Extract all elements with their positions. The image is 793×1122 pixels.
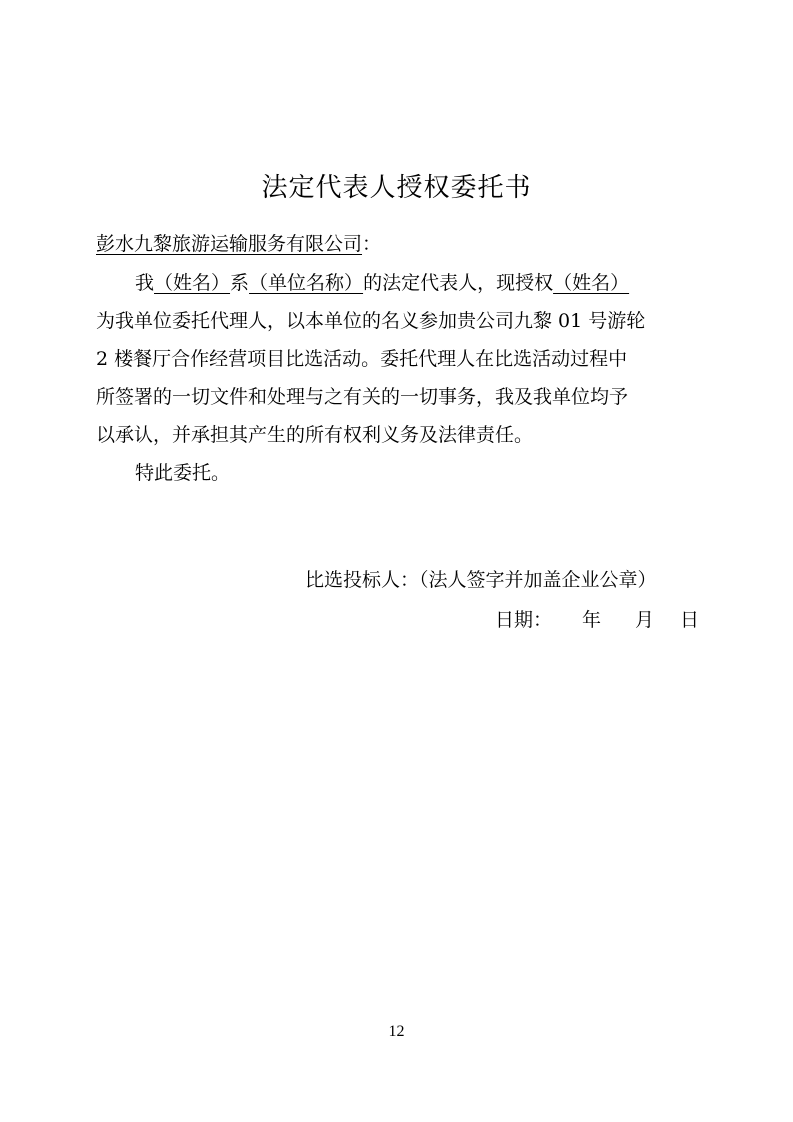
date-line — [495, 605, 699, 635]
closing-text: 特此委托。 — [135, 462, 231, 484]
date-year: 年 — [582, 609, 602, 631]
date-month: 月 — [635, 609, 655, 631]
body-text-representative: 的法定代表人，现授权 — [363, 272, 554, 294]
bidder-signature-line: 比选投标人：（法人签字并加盖企业公章） — [305, 569, 657, 591]
blank-name-1: （姓名） — [154, 272, 231, 294]
body-line-4: 所签署的一切文件和处理与之有关的一切事务，我及我单位均予 — [96, 386, 629, 408]
addressee-company: 彭水九黎旅游运输服务有限公司 — [96, 233, 363, 255]
addressee-colon: ： — [362, 233, 382, 255]
body-line-5: 以承认，并承担其产生的所有权利义务及法律责任。 — [96, 424, 534, 446]
body-line-3: 2 楼餐厅合作经营项目比选活动。委托代理人在比选活动过程中 — [96, 348, 628, 370]
blank-name-2: （姓名） — [553, 272, 630, 294]
body-line-2: 为我单位委托代理人，以本单位的名义参加贵公司九黎 01 号游轮 — [96, 310, 646, 332]
body-text-xi: 系 — [230, 272, 250, 294]
date-label: 日期： — [495, 609, 553, 631]
body-text-wo: 我 — [135, 272, 155, 294]
page-number: 12 — [388, 1023, 405, 1040]
body-line-1 — [135, 268, 629, 298]
blank-unit-name: （单位名称） — [249, 272, 364, 294]
document-title: 法定代表人授权委托书 — [261, 173, 532, 203]
addressee — [96, 229, 381, 259]
date-day: 日 — [680, 609, 700, 631]
